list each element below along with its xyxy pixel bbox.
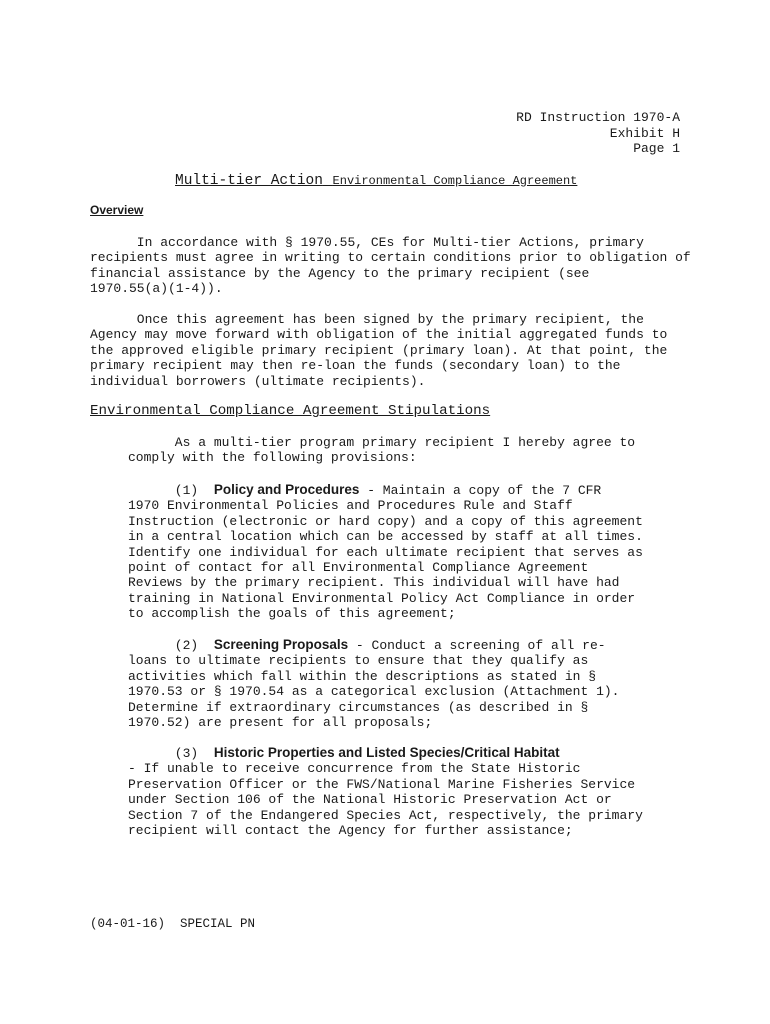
text-line: financial assistance by the Agency to the primary recipient (see	[90, 265, 590, 281]
item-number: (1)	[128, 483, 214, 498]
text-line: under Section 106 of the National Historic Preservation Act or	[128, 792, 612, 808]
text-line: comply with the following provisions:	[128, 450, 417, 466]
text-line: 1970.52) are present for all proposals;	[128, 715, 433, 731]
text-line: Determine if extraordinary circumstances (as described in §	[128, 699, 589, 715]
stipulations-heading: Environmental Compliance Agreement Stipulations	[90, 403, 491, 419]
item-first-line	[128, 745, 643, 761]
text-line: 1970 Environmental Policies and Procedures Rule and Staff	[128, 498, 573, 514]
title-part1: Multi-tier Action	[175, 173, 323, 189]
stipulation-item-2	[128, 637, 619, 730]
item-first-rest: - Conduct a screening of all re-	[348, 638, 606, 653]
item-first-line	[128, 482, 643, 498]
item-number: (2)	[128, 638, 214, 653]
overview-heading: Overview	[90, 203, 144, 217]
text-line: In accordance with § 1970.55, CEs for Multi-tier Actions, primary	[90, 235, 644, 250]
text-line: in a central location which can be accessed by staff at all times.	[128, 529, 643, 545]
text-line: loans to ultimate recipients to ensure that they qualify as	[128, 653, 589, 669]
text-line: Instruction (electronic or hard copy) and a copy of this agreement	[128, 513, 643, 529]
text-line: activities which fall within the descriptions as stated in §	[128, 668, 597, 684]
text-line: recipient will contact the Agency for further assistance;	[128, 823, 573, 839]
item-title: Screening Proposals	[213, 637, 349, 652]
text-line: Once this agreement has been signed by the primary recipient, the	[90, 312, 644, 327]
stipulation-item-1	[128, 482, 643, 622]
header-page: Page 1	[633, 141, 680, 156]
page-footer: (04-01-16) SPECIAL PN	[90, 917, 256, 931]
page-title	[175, 171, 577, 189]
stipulation-item-3	[128, 745, 643, 838]
stipulations-intro	[128, 435, 635, 466]
text-line: primary recipient may then re-loan the funds (secondary loan) to the	[90, 358, 621, 374]
item-number: (3)	[128, 746, 214, 761]
text-line: - If unable to receive concurrence from the State Historic	[128, 761, 581, 777]
overview-paragraph-1	[90, 235, 691, 297]
text-line: 1970.55(a)(1-4)).	[90, 281, 223, 297]
text-line: recipients must agree in writing to certain conditions prior to obligation of	[90, 250, 691, 266]
title-part2: Environmental Compliance Agreement	[332, 174, 578, 188]
text-line: point of contact for all Environmental Compliance Agreement	[128, 560, 589, 576]
text-line: to accomplish the goals of this agreement;	[128, 606, 456, 622]
text-line: Reviews by the primary recipient. This individual will have had	[128, 575, 620, 591]
item-title: Historic Properties and Listed Species/Critical Habitat	[213, 745, 560, 760]
text-line: As a multi-tier program primary recipient I hereby agree to	[128, 435, 636, 450]
text-line: individual borrowers (ultimate recipients).	[90, 373, 426, 389]
text-line: Preservation Officer or the FWS/National Marine Fisheries Service	[128, 776, 636, 792]
header-exhibit: Exhibit H	[609, 125, 680, 141]
text-line: Agency may move forward with obligation of the initial aggregated funds to	[90, 327, 668, 343]
text-line: 1970.53 or § 1970.54 as a categorical exclusion (Attachment 1).	[128, 684, 620, 700]
text-line: Section 7 of the Endangered Species Act, respectively, the primary	[128, 807, 643, 823]
text-line: the approved eligible primary recipient (primary loan). At that point, the	[90, 342, 668, 358]
overview-paragraph-2	[90, 312, 667, 389]
text-line: training in National Environmental Policy Act Compliance in order	[128, 590, 636, 606]
item-first-line	[128, 637, 619, 653]
item-first-rest: - Maintain a copy of the 7 CFR	[359, 483, 602, 498]
header-instruction: RD Instruction 1970-A	[516, 110, 680, 125]
item-title: Policy and Procedures	[213, 482, 360, 497]
text-line: Identify one individual for each ultimate recipient that serves as	[128, 544, 643, 560]
